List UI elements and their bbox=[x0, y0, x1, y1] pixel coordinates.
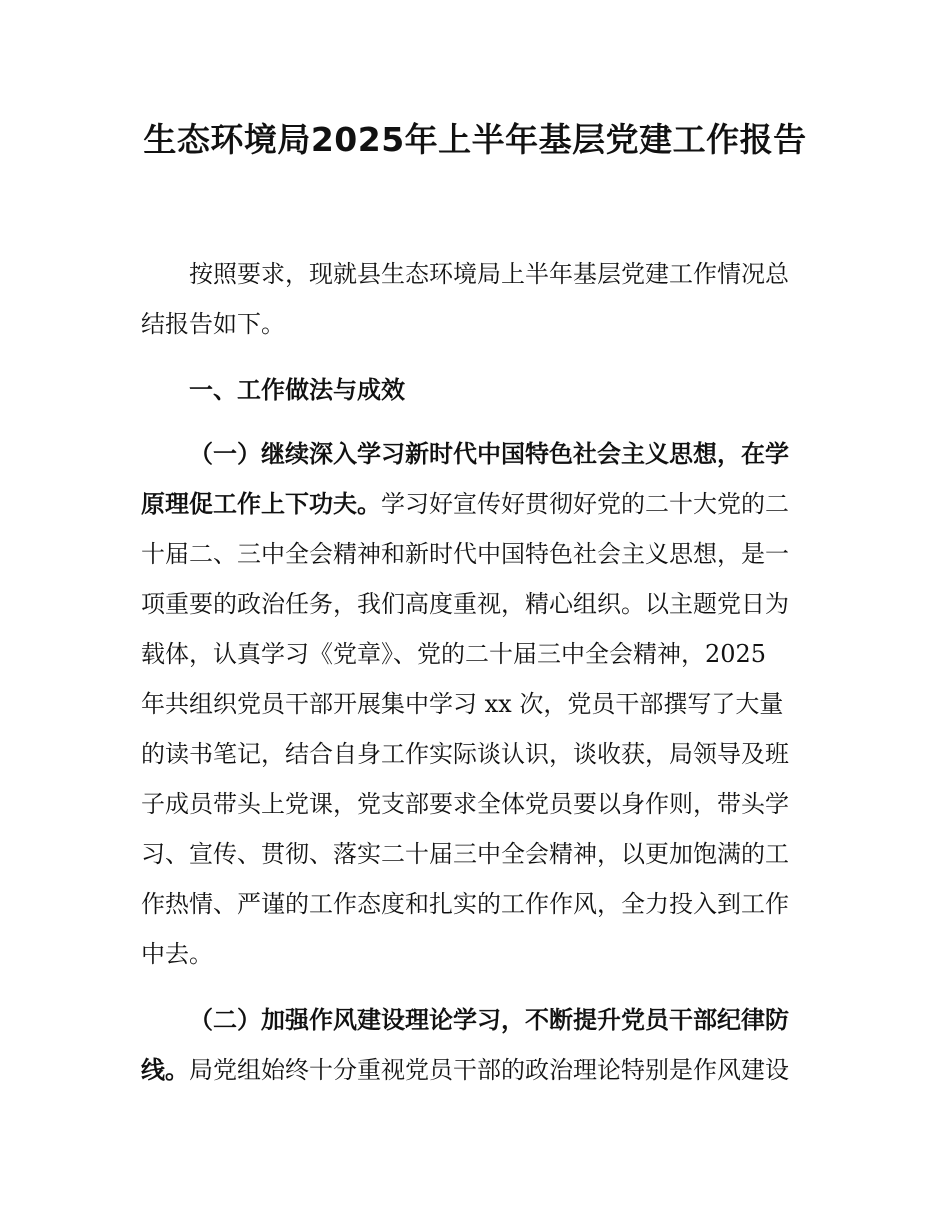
sub1-body-line: 子成员带头上党课，党支部要求全体党员要以身作则，带头学 bbox=[141, 790, 789, 818]
sub2-bold-line-1: （二）加强作风建设理论学习，不断提升党员干部纪律防 bbox=[189, 1006, 789, 1034]
sub1-body-line: 项重要的政治任务，我们高度重视，精心组织。以主题党日为 bbox=[141, 590, 789, 618]
sub2-bold-line-2: 线。 bbox=[141, 1056, 189, 1084]
sub1-body-line: 年共组织党员干部开展集中学习 xx 次，党员干部撰写了大量 bbox=[141, 690, 784, 718]
sub1-body-line: 十届二、三中全会精神和新时代中国特色社会主义思想，是一 bbox=[141, 540, 789, 568]
sub1-body-line: 习、宣传、贯彻、落实二十届三中全会精神，以更加饱满的工 bbox=[141, 840, 789, 868]
sub1-body-line: 中去。 bbox=[141, 940, 213, 968]
sub2-line-2 bbox=[141, 1044, 789, 1096]
sub1-body-line: 作热情、严谨的工作态度和扎实的工作作风，全力投入到工作 bbox=[141, 890, 789, 918]
sub1-bold-line-2: 原理促工作上下功夫。 bbox=[141, 490, 381, 518]
sub1-body-line: 载体，认真学习《党章》、党的二十届三中全会精神，2025 bbox=[141, 640, 767, 668]
sub1-line-2 bbox=[141, 478, 789, 530]
sub1-bold-line-1: （一）继续深入学习新时代中国特色社会主义思想，在学 bbox=[189, 440, 789, 468]
intro-line-1: 按照要求，现就县生态环境局上半年基层党建工作情况总 bbox=[189, 260, 789, 288]
document-title: 生态环境局2025年上半年基层党建工作报告 bbox=[143, 120, 807, 159]
sub2-line-2-rest: 局党组始终十分重视党员干部的政治理论特别是作风建设 bbox=[189, 1056, 789, 1084]
sub1-line-2-rest: 学习好宣传好贯彻好党的二十大党的二 bbox=[381, 490, 789, 518]
sub1-body-line: 的读书笔记，结合自身工作实际谈认识，谈收获，局领导及班 bbox=[141, 740, 789, 768]
section-heading-1: 一、工作做法与成效 bbox=[189, 376, 405, 404]
intro-line-2: 结报告如下。 bbox=[141, 310, 285, 338]
